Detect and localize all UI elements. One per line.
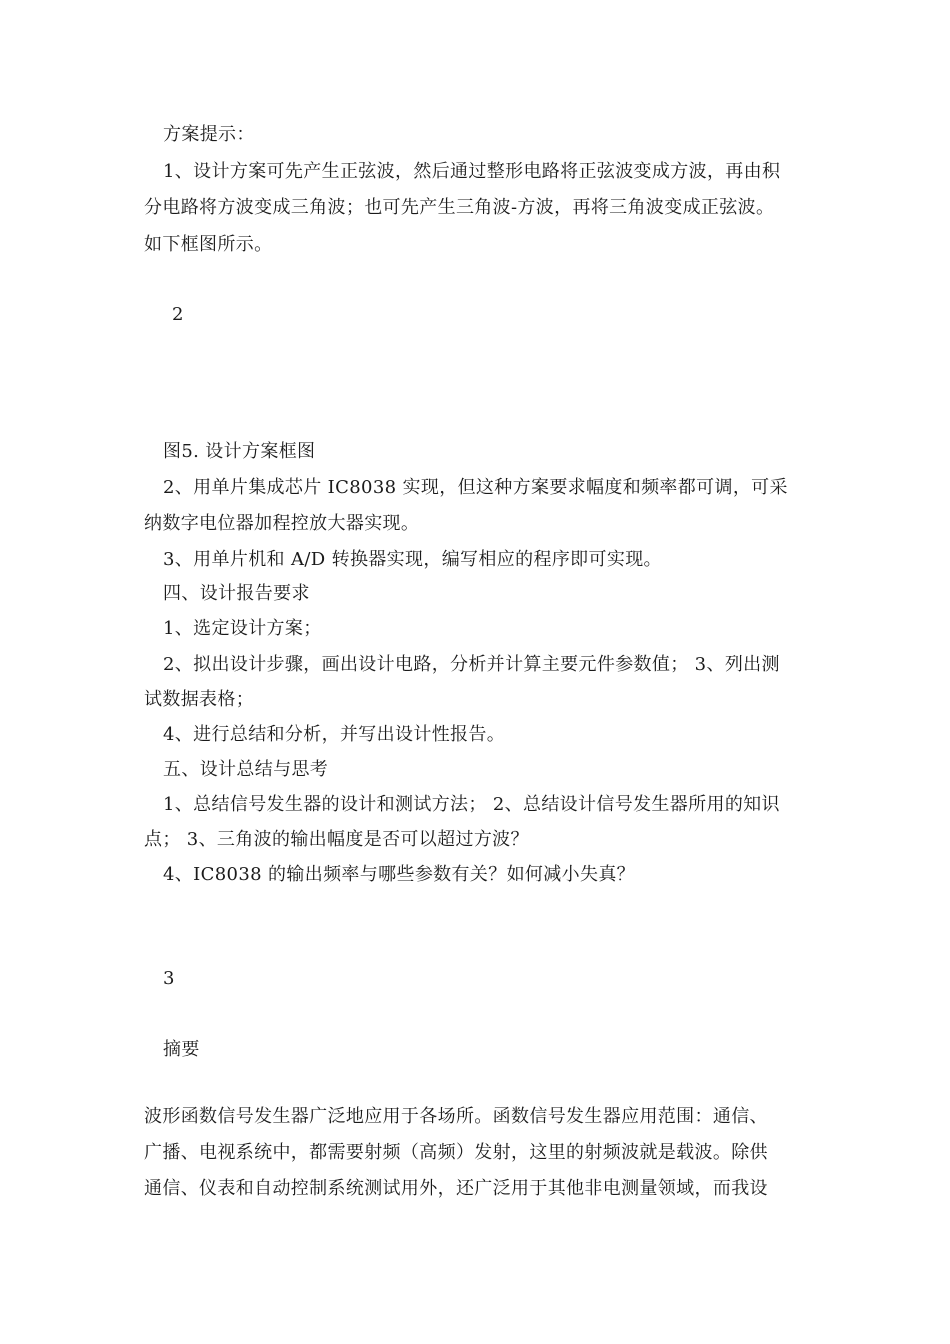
paragraph-line: 波形函数信号发生器广泛地应用于各场所。函数信号发生器应用范围：通信、 <box>144 1106 768 1127</box>
list-item: 4、IC8038 的输出频率与哪些参数有关？如何减小失真？ <box>163 864 636 885</box>
paragraph-line: 广播、电视系统中，都需要射频（高频）发射，这里的射频波就是载波。除供 <box>144 1142 768 1163</box>
paragraph-line: 试数据表格； <box>144 689 255 710</box>
section-heading: 五、设计总结与思考 <box>163 759 329 780</box>
paragraph-line: 2、用单片集成芯片 IC8038 实现，但这种方案要求幅度和频率都可调，可采 <box>163 477 788 498</box>
page-number: 2 <box>172 304 184 325</box>
paragraph-line: 通信、仪表和自动控制系统测试用外，还广泛用于其他非电测量领域，而我设 <box>144 1178 768 1199</box>
list-item: 1、总结信号发生器的设计和测试方法； 2、总结设计信号发生器所用的知识 <box>163 794 780 815</box>
paragraph-line: 如下框图所示。 <box>144 234 273 255</box>
section-heading: 四、设计报告要求 <box>163 583 310 604</box>
figure-caption: 图5. 设计方案框图 <box>163 441 316 462</box>
paragraph-line: 分电路将方波变成三角波；也可先产生三角波-方波，再将三角波变成正弦波。 <box>144 197 775 218</box>
list-item: 4、进行总结和分析，并写出设计性报告。 <box>163 724 506 745</box>
paragraph-line: 纳数字电位器加程控放大器实现。 <box>144 513 420 534</box>
abstract-heading: 摘要 <box>163 1039 200 1060</box>
list-item: 1、选定设计方案； <box>163 618 322 639</box>
list-item: 2、拟出设计步骤，画出设计电路，分析并计算主要元件参数值； 3、列出测 <box>163 654 780 675</box>
page-number: 3 <box>163 968 175 989</box>
paragraph-line: 3、用单片机和 A/D 转换器实现，编写相应的程序即可实现。 <box>163 549 662 570</box>
hint-heading: 方案提示： <box>163 124 255 145</box>
paragraph-line: 1、设计方案可先产生正弦波，然后通过整形电路将正弦波变成方波，再由积 <box>163 161 781 182</box>
paragraph-line: 点； 3、三角波的输出幅度是否可以超过方波？ <box>144 829 529 850</box>
